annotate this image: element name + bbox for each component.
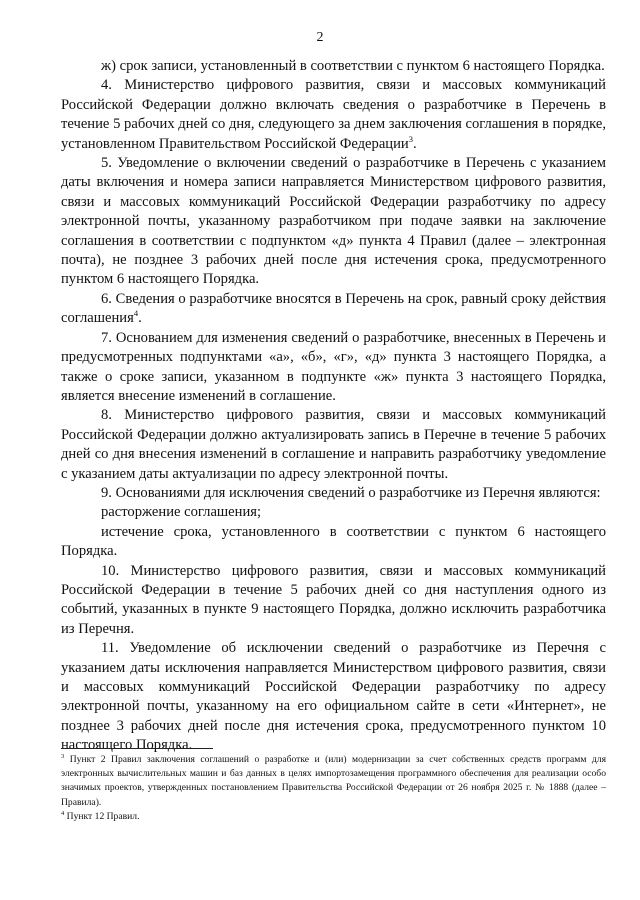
footnote-4	[61, 810, 606, 824]
paragraph-9: 9. Основаниями для исключения сведений о разработчике из Перечня являются:	[101, 484, 601, 501]
footnote-mark-3: 3	[61, 752, 65, 760]
paragraph-6	[61, 290, 606, 329]
footnote-4-text: Пункт 12 Правил.	[66, 810, 140, 822]
paragraph-7: 7. Основанием для изменения сведений о разработчике, внесенных в Перечень и предусмотренных подпунктами «а», «б», «г», «д» пункта 3 настоящего Порядка, а также о сроке записи, указанном в подпункте «ж» пункта 3 настоящего Порядка, является внесение изменений в соглашение.	[61, 329, 606, 404]
page-number: 2	[316, 30, 324, 45]
paragraph-9-item-1: расторжение соглашения;	[101, 504, 262, 521]
paragraph-5: 5. Уведомление о включении сведений о разработчике в Перечень с указанием даты включения и номера записи направляется Министерством цифрового развития, связи и массовых коммуникаций Российской Федерации разработчику по адресу электронной почты, указанному разработчиком при подаче заявки на заключение соглашения в соответствии с подпунктом «д» пункта 4 Правил (далее – электронная почта), не позднее 3 рабочих дней после дня истечения срока, предусмотренного пунктом 6 настоящего Порядка.	[61, 155, 606, 288]
paragraph-8: 8. Министерство цифрового развития, связи и массовых коммуникаций Российской Федерации должно актуализировать запись в Перечне в течение 5 рабочих дней со дня внесения изменений в соглашение и направить разработчику уведомление с указанием даты актуализации по адресу электронной почты.	[61, 407, 606, 482]
document-body	[61, 57, 606, 756]
paragraph-9-item-2: истечение срока, установленного в соответствии с пунктом 6 настоящего Порядка.	[61, 523, 606, 560]
footnotes	[61, 753, 606, 824]
paragraph-4-tail: .	[413, 135, 417, 152]
paragraph-4	[61, 76, 606, 154]
paragraph-4-text: 4. Министерство цифрового развития, связи и массовых коммуникаций Российской Федерации должно включать сведения о разработчике в Перечень в течение 5 рабочих дней со дня, следующего за днем заключения соглашения в порядке, установленном Правительством Российской Федерации	[61, 77, 606, 152]
paragraph-6-tail: .	[138, 310, 142, 327]
paragraph-6-text: 6. Сведения о разработчике вносятся в Перечень на срок, равный сроку действия соглашения	[61, 290, 606, 327]
footnote-3-text: Пункт 2 Правил заключения соглашений о разработке и (или) модернизации за счет собственных средств программ для электронных вычислительных машин и баз данных в целях импортозамещения программного обеспечения для реализации особо значимых проектов, утвержденных постановлением Правительства Российской Федерации от 26 ноября 2025 г. № 1888 (далее – Правила).	[61, 754, 606, 808]
footnote-3	[61, 753, 606, 810]
paragraph-11: 11. Уведомление об исключении сведений о разработчике из Перечня с указанием даты исключения направляется Министерством цифрового развития, связи и массовых коммуникаций Российской Федерации разработчику по адресу электронной почты, указанному на его официальном сайте в сети «Интернет», не позднее 3 рабочих дней после дня истечения срока, предусмотренного пунктом 10 настоящего Порядка.	[61, 640, 606, 754]
footnote-mark-4: 4	[61, 809, 65, 817]
footnote-ref-3[interactable]: 3	[408, 133, 413, 144]
paragraph-10: 10. Министерство цифрового развития, связи и массовых коммуникаций Российской Федерации в течение 5 рабочих дней со дня наступления одного из событий, указанных в пункте 9 настоящего Порядка, должно исключить разработчика из Перечня.	[61, 562, 606, 637]
footnote-divider	[61, 748, 213, 749]
paragraph-subpoint-zh: ж) срок записи, установленный в соответствии с пунктом 6 настоящего Порядка.	[101, 58, 605, 74]
footnote-ref-4[interactable]: 4	[133, 308, 139, 319]
